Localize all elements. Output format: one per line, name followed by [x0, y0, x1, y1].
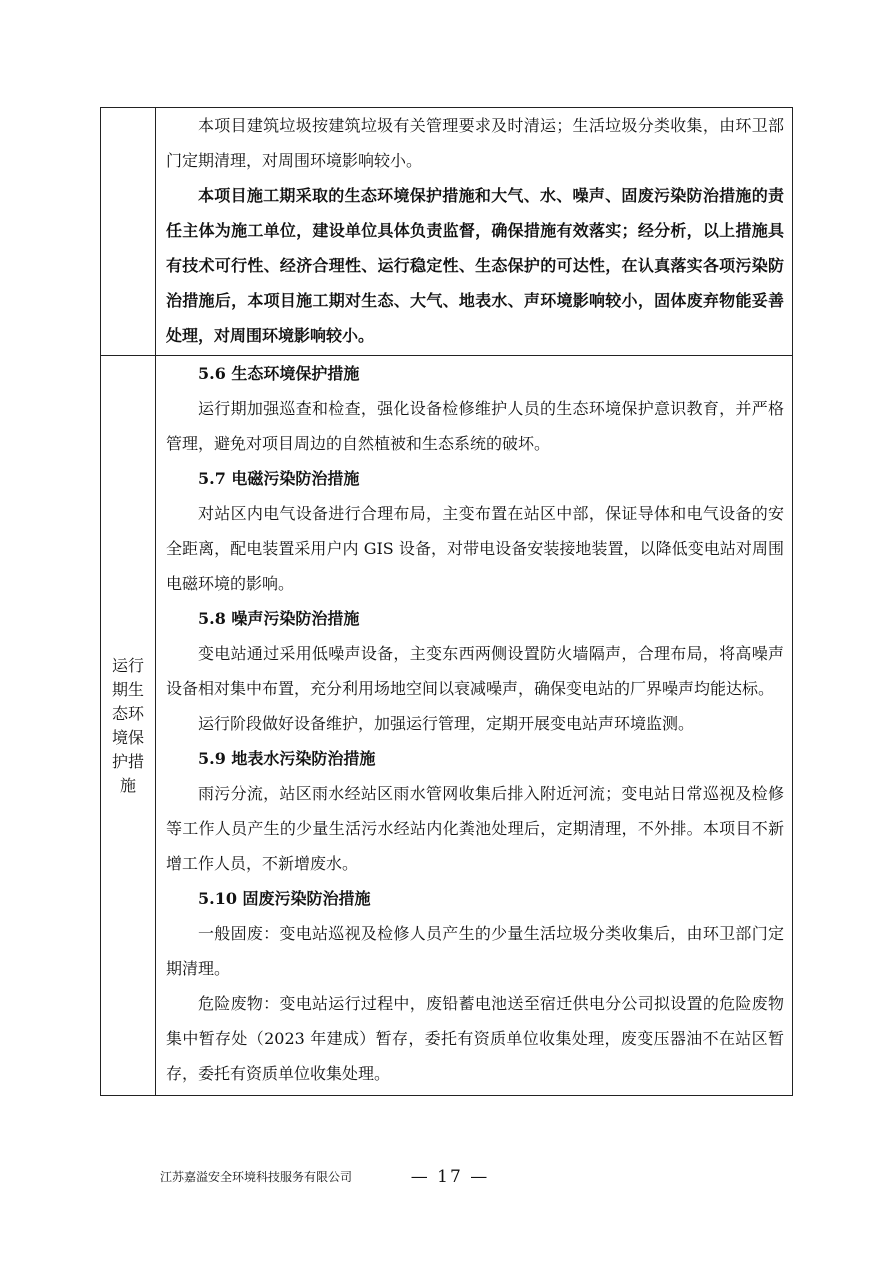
paragraph: 变电站通过采用低噪声设备，主变东西两侧设置防火墙隔声，合理布局，将高噪声设备相对集中布置，充分利用场地空间以衰减噪声，确保变电站的厂界噪声均能达标。 — [166, 644, 784, 698]
section-heading: 5.9 地表水污染防治措施 — [198, 749, 376, 768]
paragraph: 危险废物：变电站运行过程中，废铅蓄电池送至宿迁供电分公司拟设置的危险废物集中暂存处（2023 年建成）暂存，委托有资质单位收集处理，废变压器油不在站区暂存，委托有资质单位收集处理。 — [166, 994, 784, 1083]
page-number: — 17 — — [410, 1167, 490, 1187]
paragraph: 运行期加强巡查和检查，强化设备检修维护人员的生态环境保护意识教育，并严格管理，避免对项目周边的自然植被和生态系统的破坏。 — [166, 399, 784, 453]
content-cell — [156, 356, 793, 1096]
paragraph: 雨污分流，站区雨水经站区雨水管网收集后排入附近河流；变电站日常巡视及检修等工作人员产生的少量生活污水经站内化粪池处理后，定期清理，不外排。本项目不新增工作人员，不新增废水。 — [166, 784, 784, 873]
section-heading: 5.10 固废污染防治措施 — [198, 889, 371, 908]
section-heading: 5.8 噪声污染防治措施 — [198, 609, 360, 628]
row1-content — [156, 108, 792, 355]
row-label-cell — [101, 356, 156, 1096]
row-label: 运行期生态环境保护措施 — [111, 655, 144, 795]
section-heading: 5.6 生态环境保护措施 — [198, 364, 360, 383]
document-table — [100, 107, 793, 1096]
row-label-cell — [101, 108, 156, 356]
paragraph: 本项目建筑垃圾按建筑垃圾有关管理要求及时清运；生活垃圾分类收集，由环卫部门定期清理，对周围环境影响较小。 — [166, 116, 784, 170]
paragraph: 对站区内电气设备进行合理布局，主变布置在站区中部，保证导体和电气设备的安全距离，配电装置采用户内 GIS 设备，对带电设备安装接地装置，以降低变电站对周围电磁环境的影响。 — [166, 504, 784, 593]
paragraph: 运行阶段做好设备维护，加强运行管理，定期开展变电站声环境监测。 — [198, 714, 695, 733]
paragraph: 本项目施工期采取的生态环境保护措施和大气、水、噪声、固废污染防治措施的责任主体为施工单位，建设单位具体负责监督，确保措施有效落实；经分析，以上措施具有技术可行性、经济合理性、运行稳定性、生态保护的可达性，在认真落实各项污染防治措施后，本项目施工期对生态、大气、地表水、声环境影响较小，固体废弃物能妥善处理，对周围环境影响较小。 — [166, 186, 784, 345]
section-heading: 5.7 电磁污染防治措施 — [198, 469, 360, 488]
content-cell — [156, 108, 793, 356]
table-row-construction — [101, 108, 793, 356]
footer-company: 江苏嘉溢安全环境科技服务有限公司 — [160, 1170, 353, 1184]
table-row-operation — [101, 356, 793, 1096]
row2-content — [156, 356, 792, 1095]
paragraph: 一般固废：变电站巡视及检修人员产生的少量生活垃圾分类收集后，由环卫部门定期清理。 — [166, 924, 784, 978]
